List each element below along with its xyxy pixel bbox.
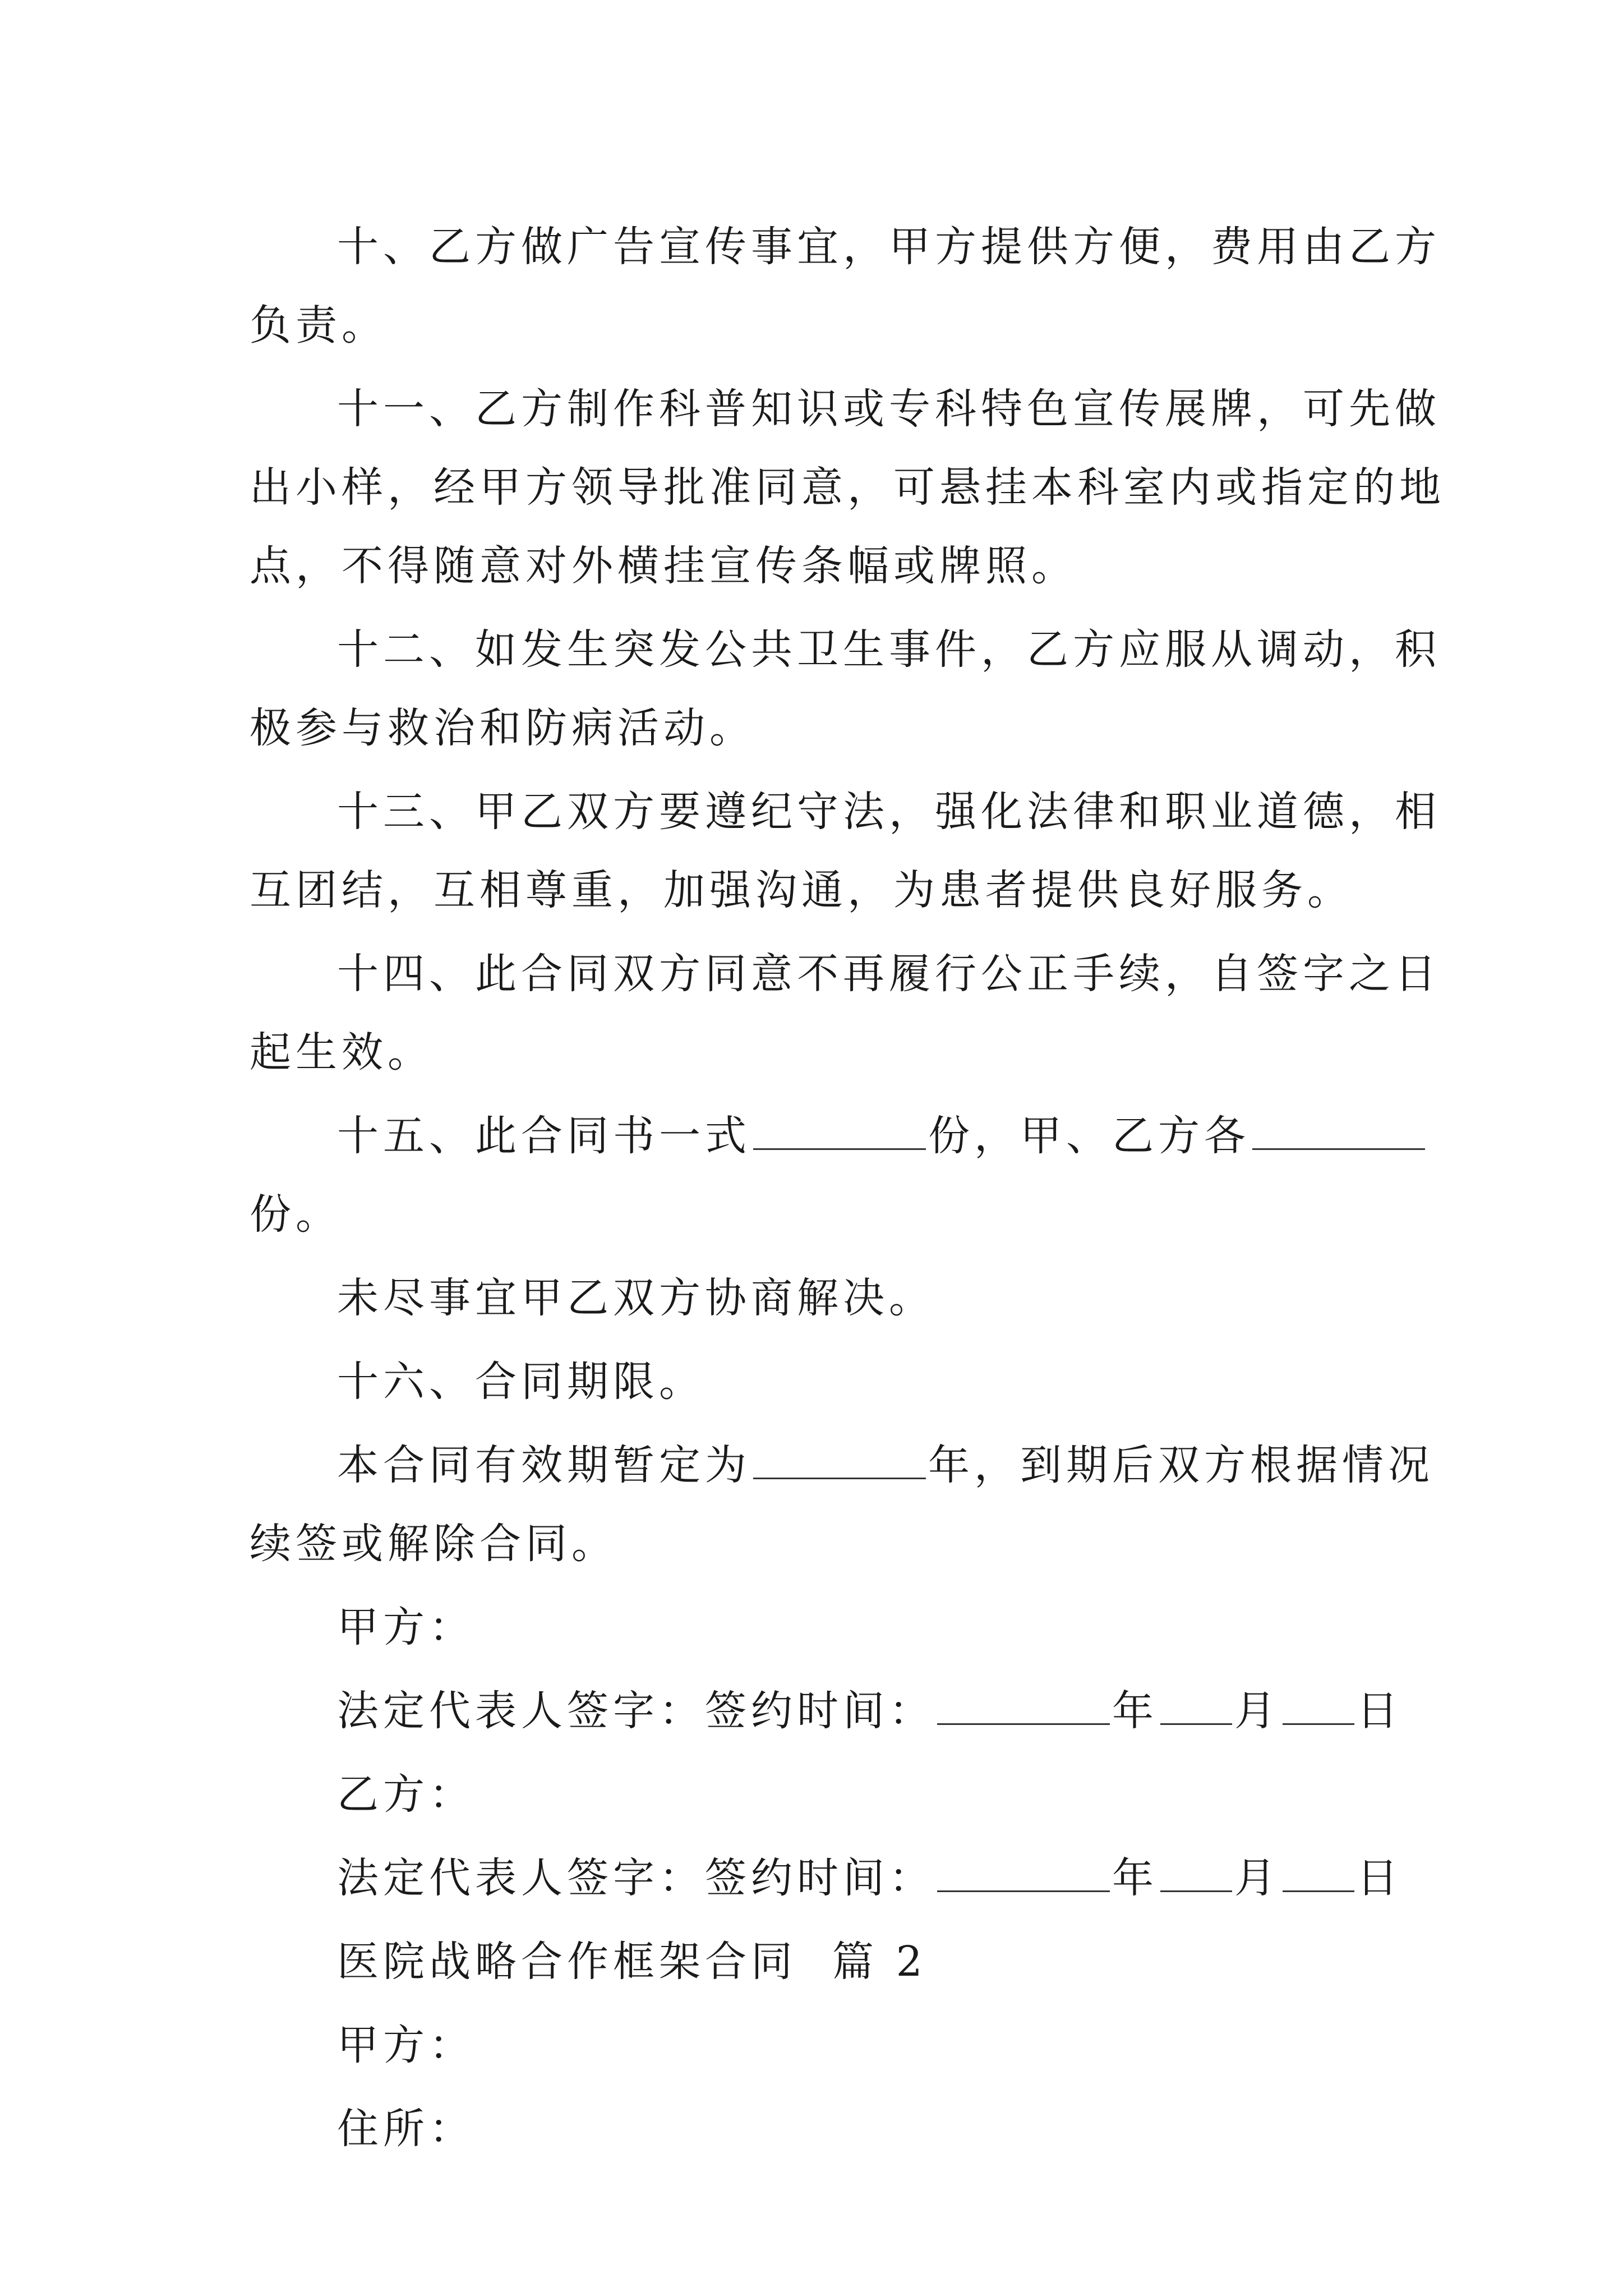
next-party-a-label-line: 甲方： xyxy=(337,2021,475,2069)
party-b-year-label: 年 xyxy=(1112,1854,1158,1902)
clause-15-line-2: 份。 xyxy=(250,1190,342,1239)
clause-16 xyxy=(250,1426,1434,1583)
clause-11-line-2: 出小样，经甲方领导批准同意，可悬挂本科室内或指定的地 xyxy=(250,463,1445,512)
party-b-year-blank xyxy=(937,1856,1110,1892)
clause-12-line-1: 十二、如发生突发公共卫生事件，乙方应服从调动，积 xyxy=(337,625,1441,674)
unresolved-matters xyxy=(250,1259,1382,1337)
clause-14-line-2: 起生效。 xyxy=(250,1028,434,1076)
clause-10-line-2: 负责。 xyxy=(250,301,388,349)
clause-16-title-line: 十六、合同期限。 xyxy=(337,1358,705,1406)
next-party-a-label xyxy=(250,2006,1382,2085)
clause-12 xyxy=(250,610,1441,767)
clause-13-line-2: 互团结，互相尊重，加强沟通，为患者提供良好服务。 xyxy=(250,866,1353,914)
address-label xyxy=(250,2090,1382,2168)
party-b-signature xyxy=(250,1839,1403,1917)
clause-12-line-2: 极参与救治和防病活动。 xyxy=(250,704,755,752)
clause-16-text-2: 年，到期后双方根据情况 xyxy=(928,1441,1434,1489)
clause-11-line-3: 点，不得随意对外横挂宣传条幅或牌照。 xyxy=(250,542,1077,590)
party-a-label-line: 甲方： xyxy=(337,1603,475,1651)
next-section-title-line: 医院战略合作框架合同 篇 2 xyxy=(337,1938,927,1986)
party-a-signature xyxy=(250,1672,1403,1750)
party-a-month-blank xyxy=(1160,1688,1232,1725)
party-b-month-blank xyxy=(1160,1856,1232,1892)
party-a-year-label: 年 xyxy=(1112,1687,1158,1735)
copies-total-blank xyxy=(753,1114,926,1150)
clause-16-text-1: 本合同有效期暂定为 xyxy=(337,1441,751,1489)
party-a-year-blank xyxy=(937,1688,1110,1725)
clause-15-text-2: 份，甲、乙方各 xyxy=(928,1112,1250,1160)
clause-15-text-1: 十五、此合同书一式 xyxy=(337,1112,751,1160)
clause-16-line-1 xyxy=(250,1426,1434,1504)
clause-11-line-1: 十一、乙方制作科普知识或专科特色宣传展牌，可先做 xyxy=(337,385,1441,433)
party-b-label xyxy=(250,1755,1382,1834)
clause-15 xyxy=(250,1097,1382,1254)
party-a-day-label: 日 xyxy=(1357,1687,1403,1735)
party-a-day-blank xyxy=(1283,1688,1354,1725)
clause-10-line-1: 十、乙方做广告宣传事宜，甲方提供方便，费用由乙方 xyxy=(337,223,1441,271)
clause-16-line-2: 续签或解除合同。 xyxy=(250,1520,617,1568)
party-b-day-blank xyxy=(1283,1856,1354,1892)
party-b-label-line: 乙方： xyxy=(337,1770,475,1819)
clause-14-line-1: 十四、此合同双方同意不再履行公正手续，自签字之日 xyxy=(337,950,1441,998)
clause-13 xyxy=(250,772,1441,930)
address-label-line: 住所： xyxy=(337,2105,475,2153)
party-a-label xyxy=(250,1588,1382,1667)
party-b-month-label: 月 xyxy=(1234,1854,1280,1902)
copies-each-blank xyxy=(1252,1114,1425,1150)
clause-13-line-1: 十三、甲乙双方要遵纪守法，强化法律和职业道德，相 xyxy=(337,788,1441,836)
term-years-blank xyxy=(753,1443,926,1479)
clause-15-line-1 xyxy=(250,1097,1382,1175)
clause-16-title xyxy=(250,1342,1382,1421)
clause-11 xyxy=(250,370,1445,605)
clause-14 xyxy=(250,935,1441,1092)
party-b-signature-line xyxy=(250,1839,1403,1917)
party-b-day-label: 日 xyxy=(1357,1854,1403,1902)
document-body xyxy=(250,208,1445,2173)
party-a-sign-text: 法定代表人签字：签约时间： xyxy=(337,1687,935,1735)
clause-10 xyxy=(250,208,1441,365)
party-a-month-label: 月 xyxy=(1234,1687,1280,1735)
party-b-sign-text: 法定代表人签字：签约时间： xyxy=(337,1854,935,1902)
unresolved-matters-line: 未尽事宜甲乙双方协商解决。 xyxy=(337,1274,935,1322)
party-a-signature-line xyxy=(250,1672,1403,1750)
next-section-title xyxy=(250,1922,1382,2001)
